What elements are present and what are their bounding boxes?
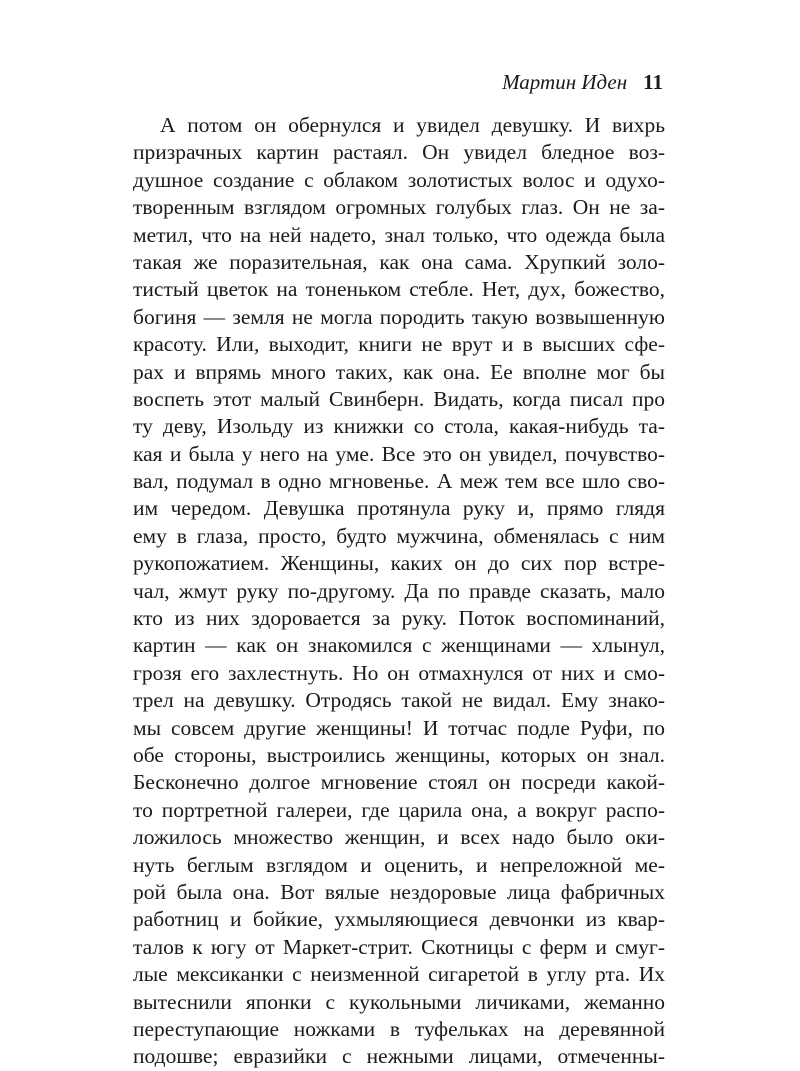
text-line: тистый цветок на тоненьком стебле. Нет, дух, божество, <box>133 277 665 302</box>
text-line: работниц и бойкие, ухмыляющиеся девчонки из квар- <box>133 907 665 932</box>
text-line: ложилось множество женщин, и всех надо было оки- <box>133 825 665 850</box>
text-line: вал, подумал в одно мгновенье. А меж тем все шло сво- <box>133 469 665 494</box>
page-number: 11 <box>643 70 663 94</box>
text-line: лые мексиканки с неизменной сигаретой в углу рта. Их <box>133 962 665 987</box>
text-line: чал, жмут руку по-другому. Да по правде сказать, мало <box>133 578 665 603</box>
text-line: красоту. Или, выходит, книги не врут и в высших сфе- <box>133 332 665 357</box>
text-line: богиня — земля не могла породить такую возвышенную <box>133 304 665 329</box>
text-line: рой была она. Вот вялые нездоровые лица фабричных <box>133 879 665 904</box>
text-line: такая же поразительная, как она сама. Хрупкий золо- <box>133 249 665 274</box>
running-header <box>502 70 663 95</box>
text-line: ту деву, Изольду из книжки со стола, какая-нибудь та- <box>133 414 665 439</box>
text-line: Бесконечно долгое мгновение стоял он посреди какой- <box>133 770 665 795</box>
text-line: то портретной галереи, где царила она, а вокруг распо- <box>133 797 665 822</box>
text-line: картин — как он знакомился с женщинами — хлынул, <box>133 633 665 658</box>
text-line: нуть беглым взглядом и оценить, и непреложной ме- <box>133 852 665 877</box>
text-line: рах и впрямь много таких, как она. Ее вполне мог бы <box>133 359 665 384</box>
text-line: мы совсем другие женщины! И тотчас подле Руфи, по <box>133 715 665 740</box>
text-line: призрачных картин растаял. Он увидел бледное воз- <box>133 140 665 165</box>
text-line: ему в глаза, просто, будто мужчина, обменялась с ним <box>133 523 665 548</box>
text-line: душное создание с облаком золотистых волос и одухо- <box>133 167 665 192</box>
book-title: Мартин Иден <box>502 70 628 94</box>
text-line: кто из них здоровается за руку. Поток воспоминаний, <box>133 606 665 631</box>
text-line: А потом он обернулся и увидел девушку. И вихрь <box>160 113 665 137</box>
text-line: воспеть этот малый Свинберн. Видать, когда писал про <box>133 386 665 411</box>
text-line: вытеснили японки с кукольными личиками, жеманно <box>133 989 665 1014</box>
text-line: грозя его захлестнуть. Но он отмахнулся от них и смо- <box>133 660 665 685</box>
text-line: им чередом. Девушка протянула руку и, прямо глядя <box>133 496 665 521</box>
body-text <box>133 112 665 1071</box>
text-line: рукопожатием. Женщины, каких он до сих пор встре- <box>133 551 665 576</box>
text-line: талов к югу от Маркет-стрит. Скотницы с ферм и смуг- <box>133 934 665 959</box>
text-line: подошве; евразийки с нежными лицами, отмеченны- <box>133 1044 665 1069</box>
text-line: творенным взглядом огромных голубых глаз. Он не за- <box>133 195 665 220</box>
text-line: кая и была у него на уме. Все это он увидел, почувство- <box>133 441 665 466</box>
text-line: переступающие ножками в туфельках на деревянной <box>133 1016 665 1041</box>
text-line: обе стороны, выстроились женщины, которых он знал. <box>133 742 665 767</box>
text-line: метил, что на ней надето, знал только, что одежда была <box>133 222 665 247</box>
text-line: трел на девушку. Отродясь такой не видал. Ему знако- <box>133 688 665 713</box>
